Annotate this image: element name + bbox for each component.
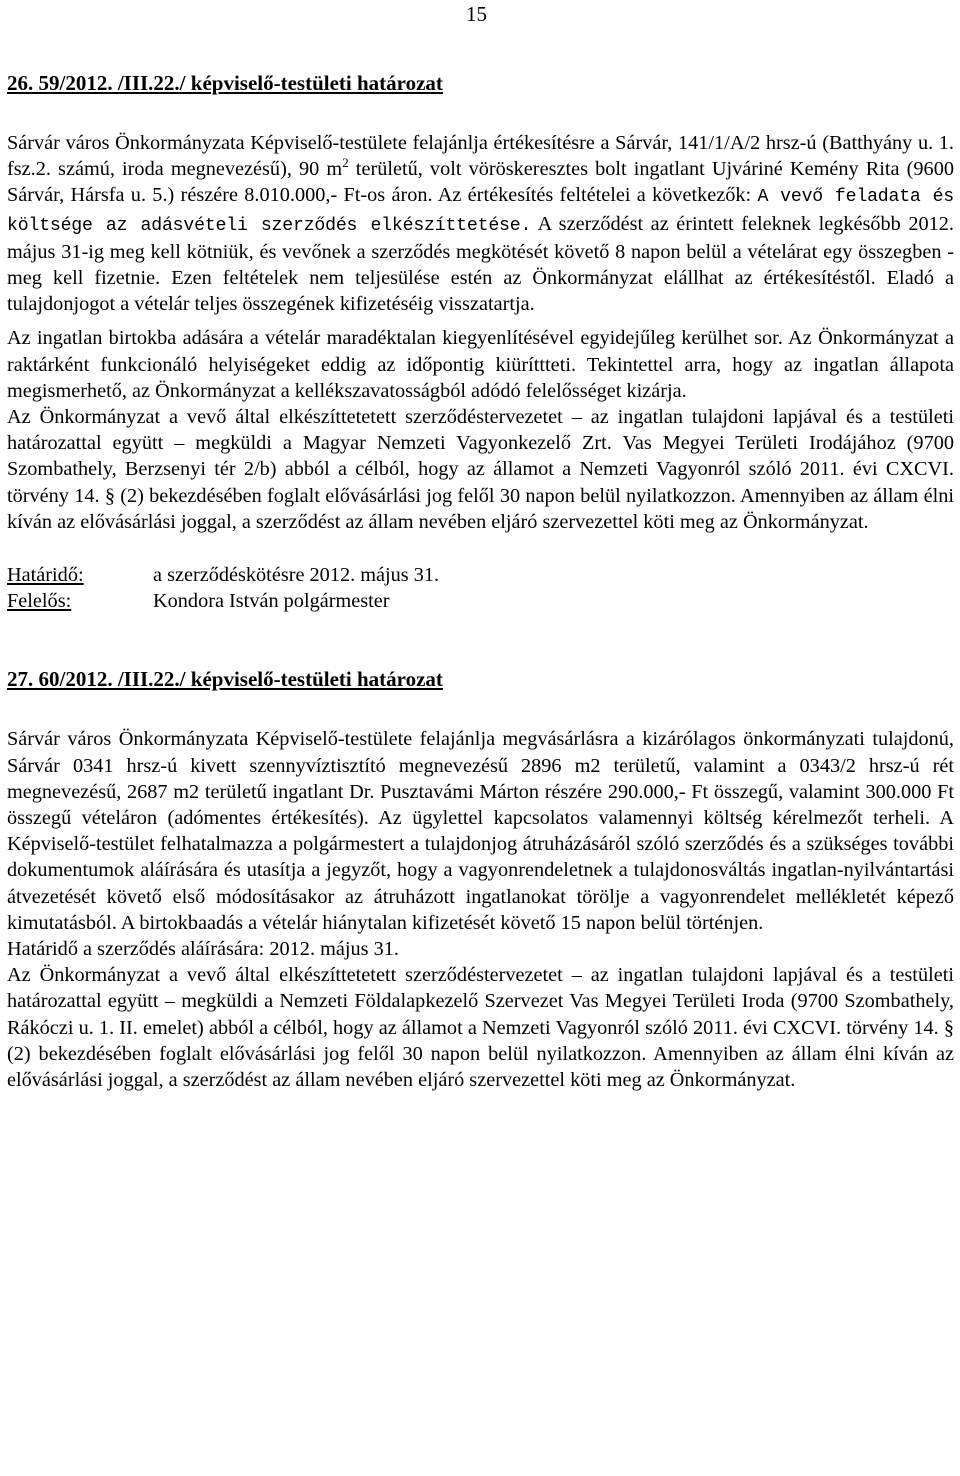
resolution-26-paragraph-2: Az ingatlan birtokba adására a vételár maradéktalan kiegyenlítésével egyidejűleg kerülhet sor. Az Önkormányzat a raktárként funkcionáló helyiségeket eddig az időpontig kiüríttteti. Tekintettel arra, hogy az ingatlan állapota megismerhető, az Önkormányzat a kellékszavatosságból adódó felelősséget kizárja. [7,327,954,402]
responsible-row [7,588,954,614]
page-number: 15 [466,2,487,26]
resolution-27-paragraph-2: Határidő a szerződés aláírására: 2012. május 31. [7,938,399,961]
document-body [7,70,954,1093]
deadline-row [7,562,954,588]
deadline-value: a szerződéskötésre 2012. május 31. [153,564,440,587]
deadline-label: Határidő: [7,564,84,587]
resolution-26-heading: 26. 59/2012. /III.22./ képviselő-testületi határozat [7,71,443,95]
responsible-value: Kondora István polgármester [153,590,390,613]
resolution-26-paragraph-3: Az Önkormányzat a vevő által elkészíttetetett szerződéstervezetet – az ingatlan tulajdoni lapjával és a testületi határozattal együtt – megküldi a Magyar Nemzeti Vagyonkezelő Zrt. Vas Megyei Területi Irodájához (9700 Szombathely, Berzsenyi tér 2/b) abból a célból, hogy az államot a Nemzeti Vagyonról szóló 2011. évi CXCVI. törvény 14. § (2) bekezdésében foglalt elővásárlási jog felől 30 napon belül nyilatkozzon. Amennyiben az állam élni kíván az elővásárlási joggal, a szerződést az állam nevében eljáró szervezettel köti meg az Önkormányzat. [7,406,954,533]
para1-text-a: Sárvár város Önkormányzata Képviselő-testülete felajánlja értékesítésre a Sárvár, 141/1/A/2 hrsz-ú (Batthyány u. 1. fsz.2. számú, iroda megnevezésű), 90 m [7,132,954,181]
responsible-label: Felelős: [7,590,72,613]
square-superscript: 2 [342,155,349,171]
resolution-27-heading: 27. 60/2012. /III.22./ képviselő-testületi határozat [7,667,443,692]
para1-text-c: A szerződést az érintett feleknek legkésőbb 2012. május 31-ig meg kell kötniük, és vevőnek a szerződés megkötését követő 8 napon belül a vételárat egy összegben - meg kell fizetnie. Ezen feltételek nem teljesülése estén az Önkormányzat elállhat az értékesítéstől. Eladó a tulajdonjogot a vételár teljes összegének kifizetéséig visszatartja. [7,212,954,316]
resolution-27-paragraph-1: Sárvár város Önkormányzata Képviselő-testülete felajánlja megvásárlásra a kizárólagos önkormányzati tulajdonú, Sárvár 0341 hrsz-ú kivett szennyvíztisztító megnevezésű 2896 m2 területű, valamint a 0343/2 hrsz-ú rét megnevezésű, 2687 m2 területű ingatlant Dr. Pusztavámi Márton részére 290.000,- Ft összegű, valamint 300.000 Ft összegű vételáron (adómentes értékesítés). Az ügylettel kapcsolatos valamennyi költség kérelmezőt terheli. A Képviselő-testület felhatalmazza a polgármestert a tulajdonjog átruházásáról szóló szerződés és a szükséges további dokumentumok aláírására és utasítja a jegyzőt, hogy a vagyonrendeletnek a tulajdonosváltás ingatlan-nyilvántartási átvezetését követő első módosításakor az átruházott ingatlanokat törölje a vagyonrendelet mellékletét képező kimutatásból. A birtokbaadás a vételár hiánytalan kifizetését követő 15 napon belül történjen. [7,728,954,934]
para1-buyer-cost-clause: A vevő feladata és költsége az adásvételi szerződés elkészíttetése. [7,187,955,236]
resolution-27-paragraph-3: Az Önkormányzat a vevő által elkészíttetetett szerződéstervezetet – az ingatlan tulajdoni lapjával és a testületi határozattal együtt – megküldi a Nemzeti Földalapkezelő Szervezet Vas Megyei Területi Iroda (9700 Szombathely, Rákóczi u. 1. II. emelet) abból a célból, hogy az államot a Nemzeti Vagyonról szóló 2011. évi CXCVI. törvény 14. § (2) bekezdésében foglalt elővásárlási jog felől 30 napon belül nyilatkozzon. Amennyiben az állam élni kíván az elővásárlási joggal, a szerződést az állam nevében eljáró szervezettel köti meg az Önkormányzat. [7,964,954,1092]
resolution-26-paragraph-1 [7,130,954,317]
para1-text-b: területű, volt vöröskeresztes bolt ingatlant Ujváriné Kemény Rita (9600 Sárvár, Hársfa u. 5.) részére 8.010.000,- Ft-os áron. Az értékesítés feltételei a következők: [7,158,954,207]
